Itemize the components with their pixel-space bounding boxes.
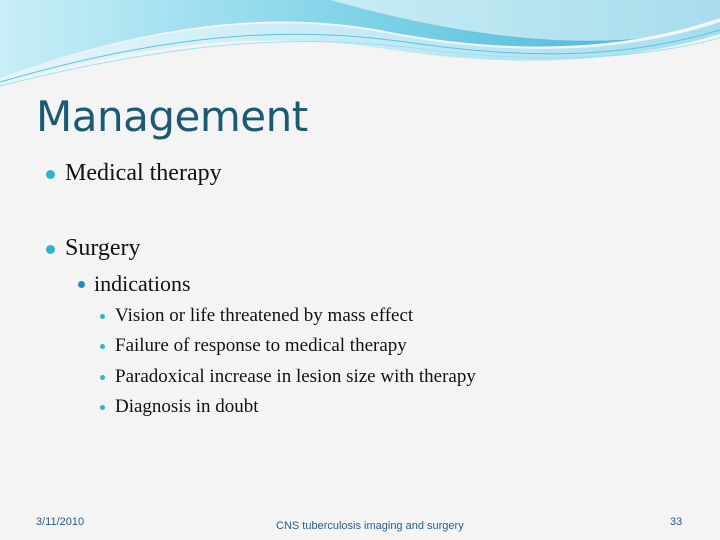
sub-bullet: Paradoxical increase in lesion size with therapy [115,366,476,388]
bullet-medical-therapy: Medical therapy [65,160,222,187]
slide-title: Management [36,92,308,141]
bullet-dot-icon [100,344,105,349]
footer-title: CNS tuberculosis imaging and surgery [276,520,464,532]
bullet-dot-icon [46,170,55,179]
bullet-dot-icon [100,314,105,319]
sub-bullet: Vision or life threatened by mass effect [115,305,413,327]
page-number: 33 [670,516,683,528]
sub-bullet: Diagnosis in doubt [115,396,259,418]
bullet-dot-icon [100,375,105,380]
footer-date: 3/11/2010 [36,516,85,528]
bullet-surgery: Surgery [65,235,141,262]
bullet-indications: indications [94,271,191,297]
sub-bullet: Failure of response to medical therapy [115,335,407,357]
bullet-dot-icon [46,245,55,254]
bullet-dot-icon [78,281,85,288]
bullet-dot-icon [100,405,105,410]
